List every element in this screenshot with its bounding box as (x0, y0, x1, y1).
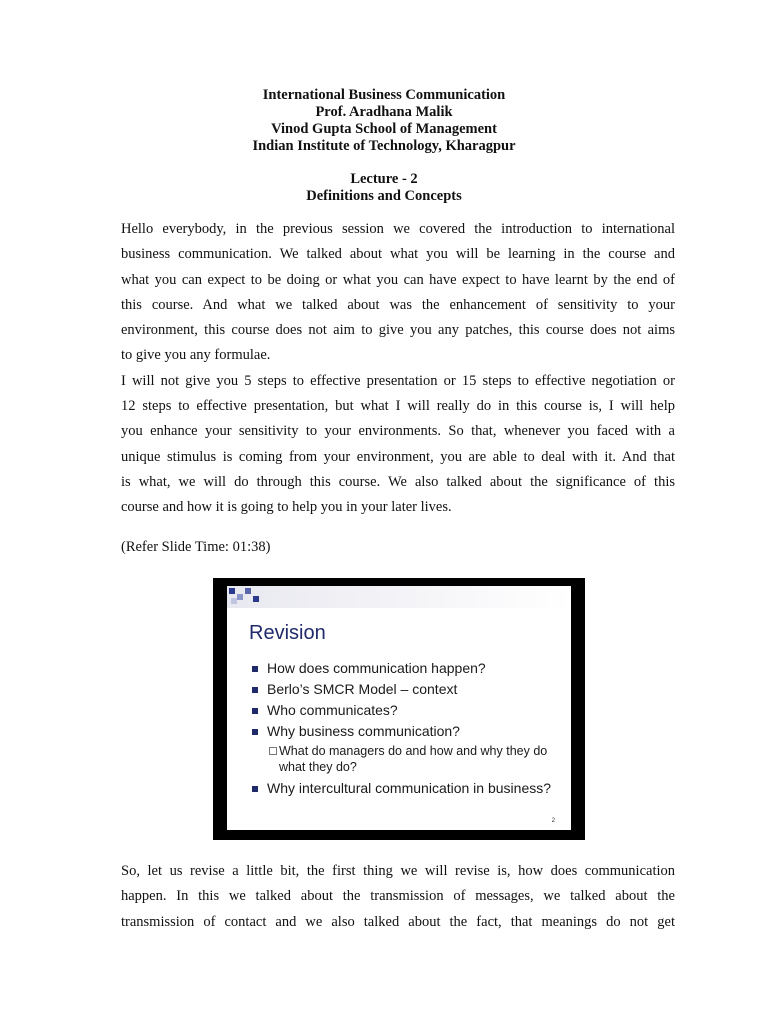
square-bullet-icon (252, 786, 258, 792)
paragraph-line: is what, we will do through this course. We also talked about the significance of this (121, 473, 675, 490)
refer-slide-time: (Refer Slide Time: 01:38) (121, 539, 271, 555)
paragraph-line: unique stimulus is coming from your environment, you are able to deal with it. And that (121, 448, 675, 465)
slide-decoration (227, 586, 267, 608)
intro-paragraph (121, 217, 675, 521)
square-bullet-icon (252, 666, 258, 672)
paragraph-line: course and how it is going to help you in your later lives. (121, 499, 452, 516)
revision-paragraph (121, 859, 675, 935)
hollow-bullet-icon (269, 747, 277, 755)
square-bullet-icon (252, 687, 258, 693)
paragraph-line: I will not give you 5 steps to effective presentation or 15 steps to effective negotiation or (121, 372, 675, 389)
slide-image (213, 578, 585, 840)
paragraph-line: what you can expect to be doing or what you can have expect to have learnt by the end of (121, 271, 675, 288)
paragraph-line: Hello everybody, in the previous session we covered the introduction to international (121, 221, 675, 237)
slide-header-bar (227, 586, 571, 608)
document-header (0, 87, 768, 155)
paragraph-line: transmission of contact and we also talked about the fact, that meanings do not get (121, 913, 675, 930)
slide-page-number: 2 (551, 818, 555, 824)
paragraph-line: this course. And what we talked about was the enhancement of sensitivity to your (121, 296, 675, 313)
slide-title: Revision (249, 622, 326, 644)
slide-bullet-item: Berlo’s SMCR Model – context (249, 679, 569, 700)
square-bullet-icon (252, 708, 258, 714)
paragraph-line: business communication. We talked about what you will be learning in the course and (121, 246, 675, 263)
lecture-heading (0, 171, 768, 205)
course-title: International Business Communication (262, 87, 506, 103)
slide-sub-bullet-item: What do managers do and how and why they do what they do? (249, 743, 569, 775)
slide-bullet-item: Who communicates? (249, 700, 569, 721)
paragraph-line: So, let us revise a little bit, the first thing we will revise is, how does communication (121, 863, 675, 879)
slide-content (227, 586, 571, 830)
slide-bullet-item: Why business communication? (249, 721, 569, 742)
slide-bullet-item: Why intercultural communication in business? (249, 778, 569, 799)
institute-name: Indian Institute of Technology, Kharagpur (252, 138, 516, 154)
paragraph-line: environment, this course does not aim to give you any patches, this course does not aims (121, 322, 675, 339)
paragraph-line: 12 steps to effective presentation, but what I will really do in this course is, I will help (121, 398, 675, 415)
school-name: Vinod Gupta School of Management (271, 121, 497, 137)
paragraph-line: to give you any formulae. (121, 347, 271, 364)
slide-bullet-item: How does communication happen? (249, 658, 569, 679)
slide-bullet-list (249, 658, 569, 799)
professor-name: Prof. Aradhana Malik (315, 104, 453, 120)
paragraph-line: happen. In this we talked about the transmission of messages, we talked about the (121, 888, 675, 905)
lecture-title: Definitions and Concepts (306, 188, 462, 204)
lecture-number: Lecture - 2 (350, 171, 418, 187)
paragraph-line: you enhance your sensitivity to your environments. So that, whenever you faced with a (121, 423, 675, 440)
square-bullet-icon (252, 729, 258, 735)
